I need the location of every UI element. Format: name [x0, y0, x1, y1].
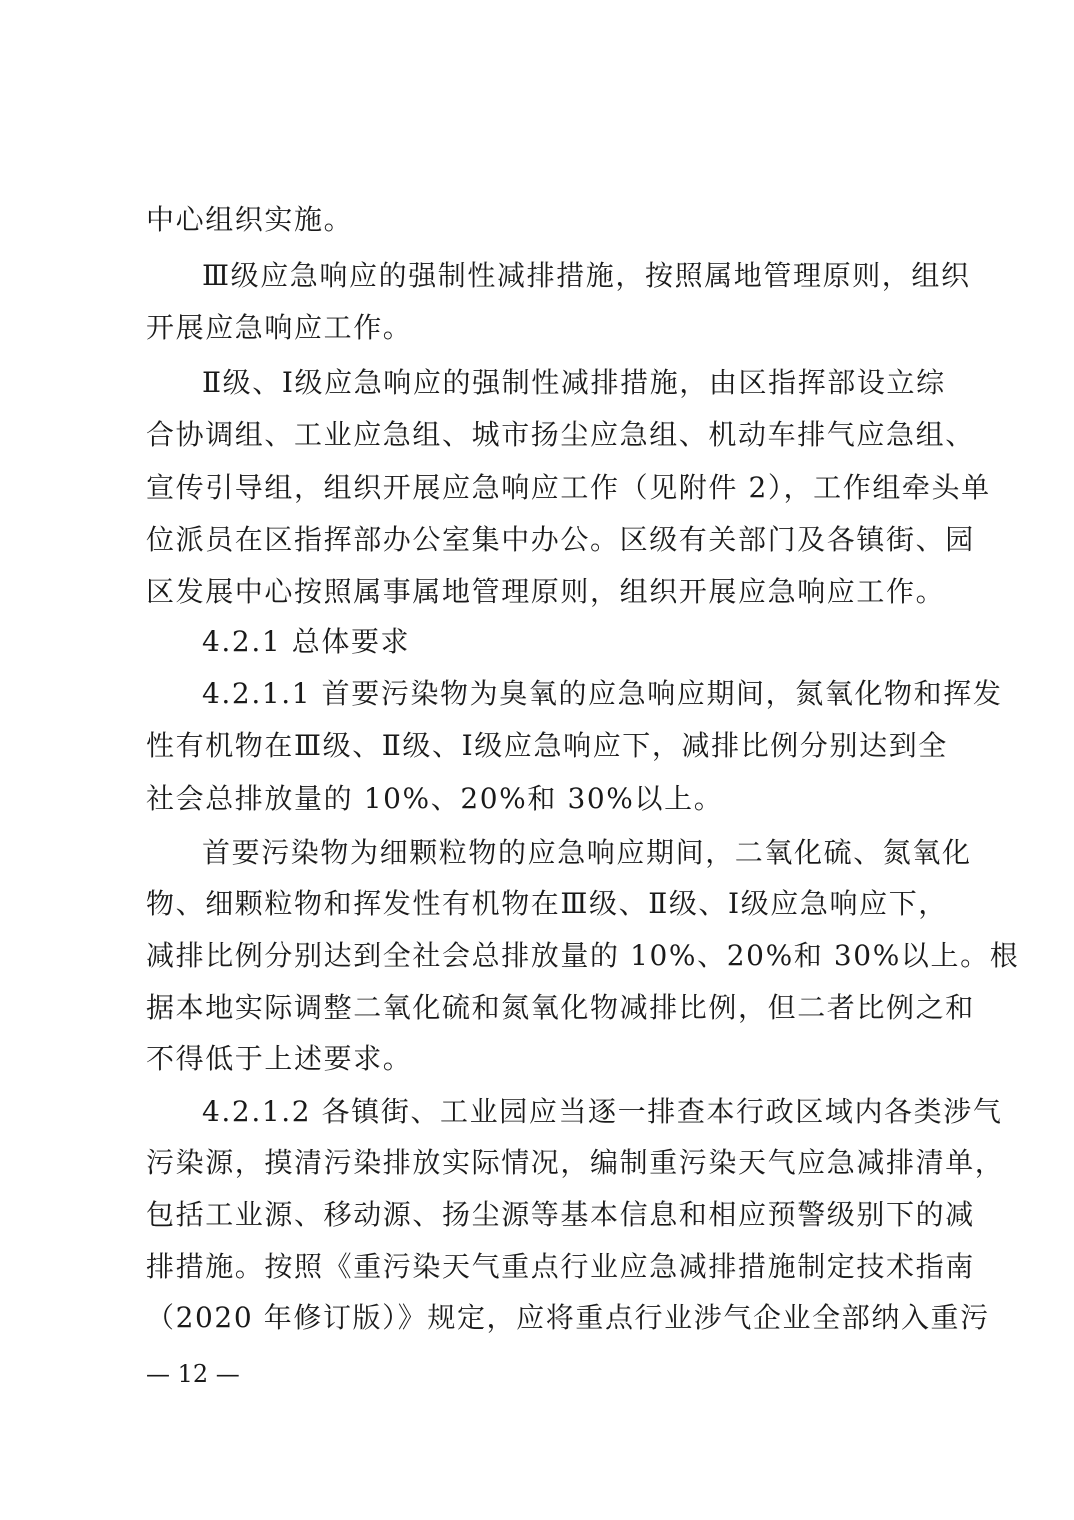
text-line: 据本地实际调整二氧化硫和氮氧化物减排比例，但二者比例之和	[146, 991, 975, 1024]
text-line: 4.2.1.1 首要污染物为臭氧的应急响应期间，氮氧化物和挥发	[202, 677, 1003, 710]
text-line: 污染源，摸清污染排放实际情况，编制重污染天气应急减排清单，	[146, 1146, 1005, 1179]
section-heading: 4.2.1 总体要求	[202, 625, 411, 658]
text-line: （2020 年修订版）》规定，应将重点行业涉气企业全部纳入重污	[146, 1301, 990, 1334]
text-line: 不得低于上述要求。	[146, 1042, 413, 1075]
text-line: 性有机物在Ⅲ级、Ⅱ级、Ⅰ级应急响应下，减排比例分别达到全	[146, 729, 948, 762]
text-line: 合协调组、工业应急组、城市扬尘应急组、机动车排气应急组、	[146, 418, 975, 451]
text-line: 位派员在区指挥部办公室集中办公。区级有关部门及各镇街、园	[146, 523, 975, 556]
text-line: 区发展中心按照属事属地管理原则，组织开展应急响应工作。	[146, 575, 946, 608]
text-line: 开展应急响应工作。	[146, 311, 413, 344]
text-line: 排措施。按照《重污染天气重点行业应急减排措施制定技术指南	[146, 1250, 975, 1283]
text-line: 4.2.1.2 各镇街、工业园应当逐一排查本行政区域内各类涉气	[202, 1095, 1003, 1128]
text-line: 包括工业源、移动源、扬尘源等基本信息和相应预警级别下的减	[146, 1198, 975, 1231]
text-line: 减排比例分别达到全社会总排放量的 10%、20%和 30%以上。根	[146, 939, 1020, 972]
page-number: — 12 —	[146, 1360, 240, 1388]
text-line: 宣传引导组，组织开展应急响应工作（见附件 2），工作组牵头单	[146, 471, 991, 504]
text-line: 物、细颗粒物和挥发性有机物在Ⅲ级、Ⅱ级、Ⅰ级应急响应下，	[146, 887, 948, 920]
text-line: 中心组织实施。	[146, 203, 354, 236]
text-line: Ⅱ级、Ⅰ级应急响应的强制性减排措施，由区指挥部设立综	[202, 366, 946, 399]
text-line: 社会总排放量的 10%、20%和 30%以上。	[146, 782, 724, 815]
text-line: 首要污染物为细颗粒物的应急响应期间，二氧化硫、氮氧化	[202, 836, 972, 869]
text-line: Ⅲ级应急响应的强制性减排措施，按照属地管理原则，组织	[202, 259, 971, 292]
